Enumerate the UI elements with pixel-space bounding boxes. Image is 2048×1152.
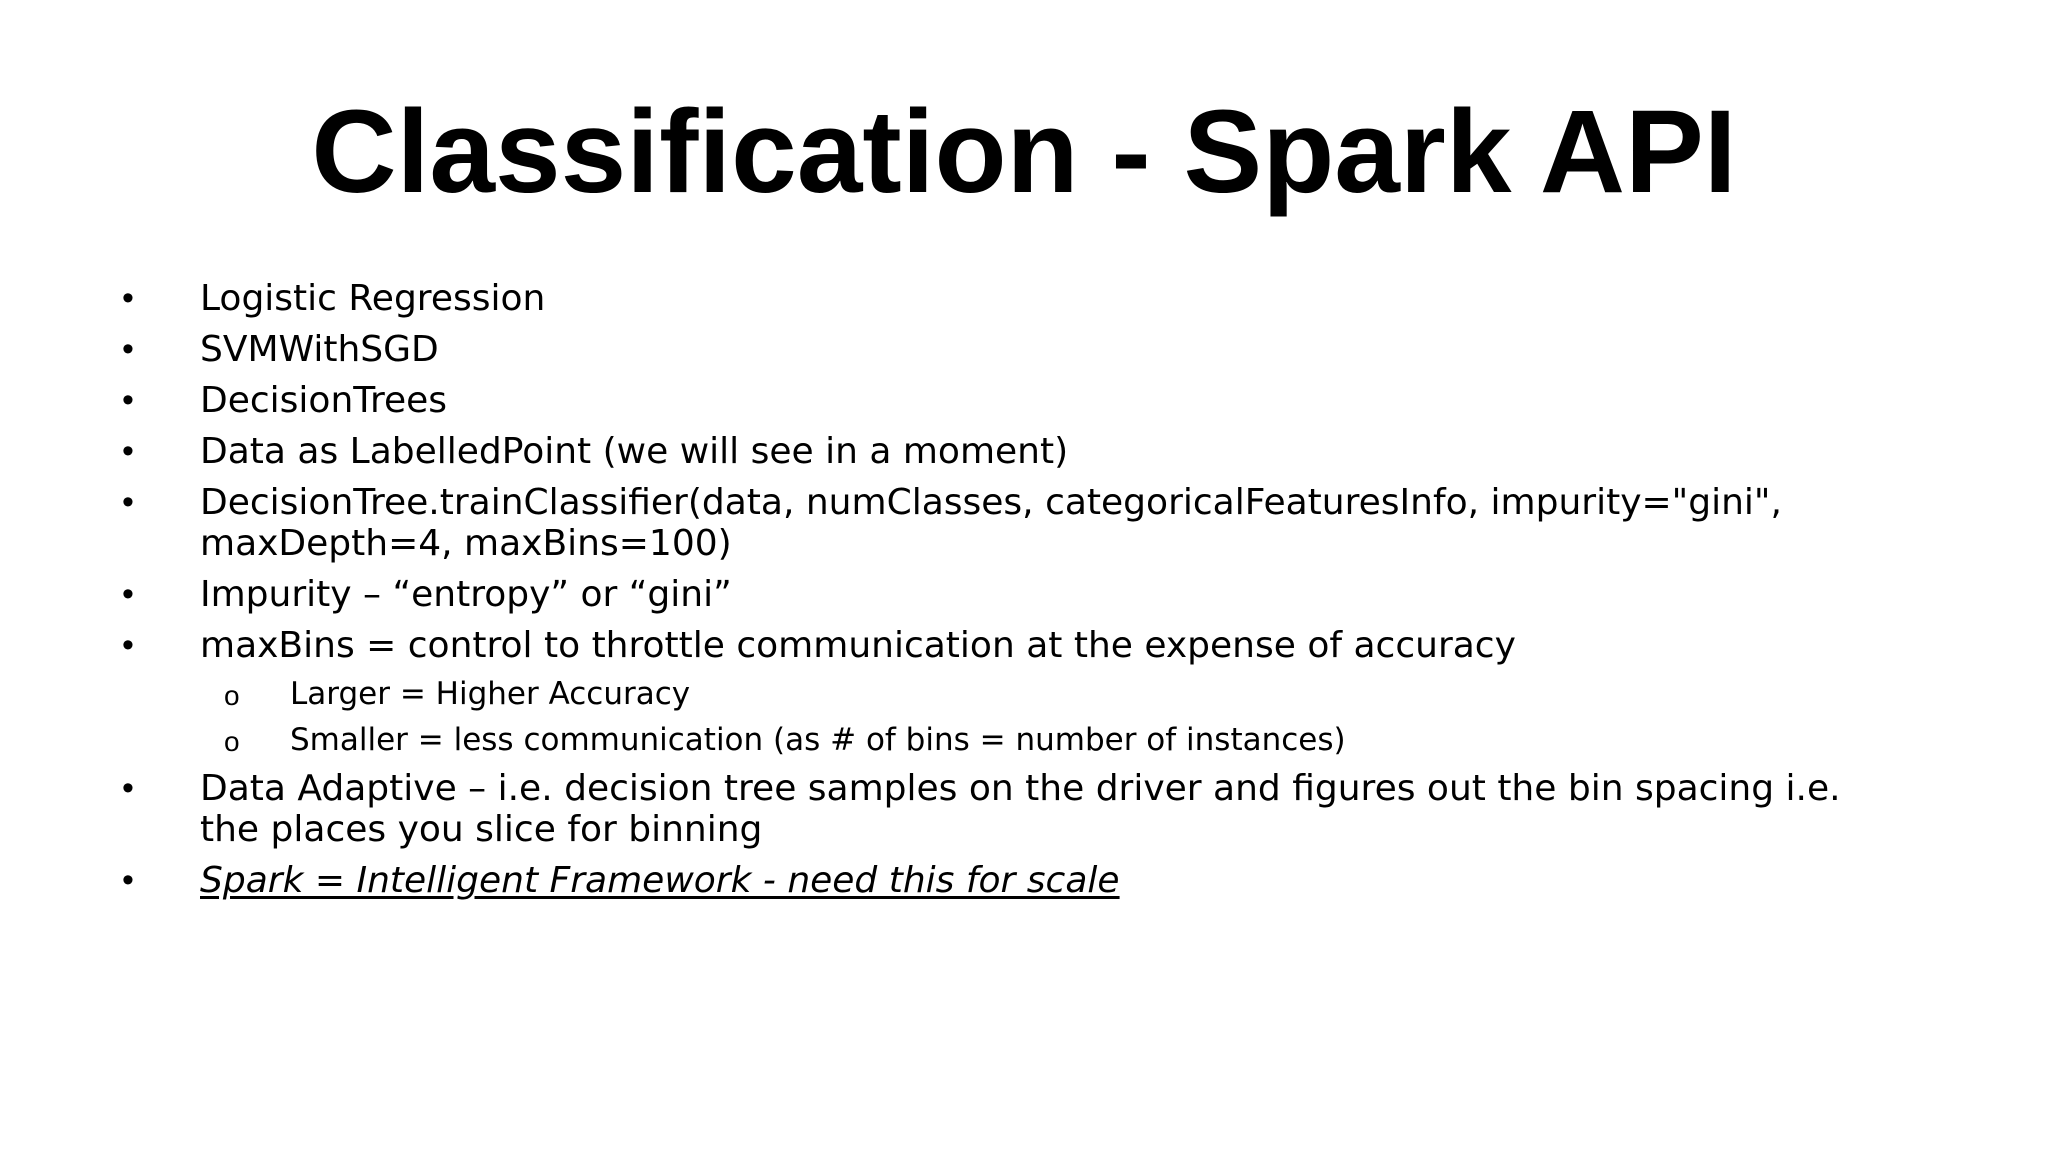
list-item bbox=[0, 860, 2048, 901]
list-item bbox=[0, 380, 2048, 421]
list-item bbox=[0, 625, 2048, 666]
bullet-icon: • bbox=[122, 483, 134, 521]
sub-list-item-text: Smaller = less communication (as # of bins = number of instances) bbox=[290, 722, 1346, 758]
list-item bbox=[0, 574, 2048, 615]
list-item-text: Logistic Regression bbox=[200, 278, 546, 319]
bullet-icon: • bbox=[122, 575, 134, 613]
list-item-text: SVMWithSGD bbox=[200, 329, 439, 370]
list-item bbox=[0, 278, 2048, 319]
bullet-icon: • bbox=[122, 861, 134, 899]
sub-list-item-text: Larger = Higher Accuracy bbox=[290, 676, 691, 712]
bullet-icon: • bbox=[122, 279, 134, 317]
bullet-icon: • bbox=[122, 432, 134, 470]
list-item bbox=[0, 768, 2048, 850]
list-item-text: Data as LabelledPoint (we will see in a moment) bbox=[200, 431, 1069, 472]
sub-list-item bbox=[0, 676, 2048, 712]
bullet-list bbox=[0, 278, 2048, 911]
list-item-text: maxBins = control to throttle communication at the expense of accuracy bbox=[200, 625, 1516, 666]
emphasis-text: Spark = Intelligent Framework - need this for scale bbox=[200, 860, 1120, 901]
sub-bullet-icon: o bbox=[224, 726, 240, 757]
list-item-text: DecisionTrees bbox=[200, 380, 448, 421]
bullet-icon: • bbox=[122, 330, 134, 368]
bullet-icon: • bbox=[122, 626, 134, 664]
list-item bbox=[0, 431, 2048, 472]
list-item bbox=[0, 329, 2048, 370]
slide-title: Classification - Spark API bbox=[311, 86, 1737, 218]
list-item-text: DecisionTree.trainClassifier(data, numClasses, categoricalFeaturesInfo, impurity="gini", maxDepth=4, maxBins=100) bbox=[200, 482, 1782, 564]
sub-bullet-icon: o bbox=[224, 680, 240, 711]
bullet-icon: • bbox=[122, 769, 134, 807]
sub-list-item bbox=[0, 722, 2048, 758]
list-item bbox=[0, 482, 2048, 564]
list-item-text: Data Adaptive – i.e. decision tree samples on the driver and figures out the bin spacing i.e. the places you slice for binning bbox=[200, 768, 1841, 850]
bullet-icon: • bbox=[122, 381, 134, 419]
list-item-text: Impurity – “entropy” or “gini” bbox=[200, 574, 732, 615]
